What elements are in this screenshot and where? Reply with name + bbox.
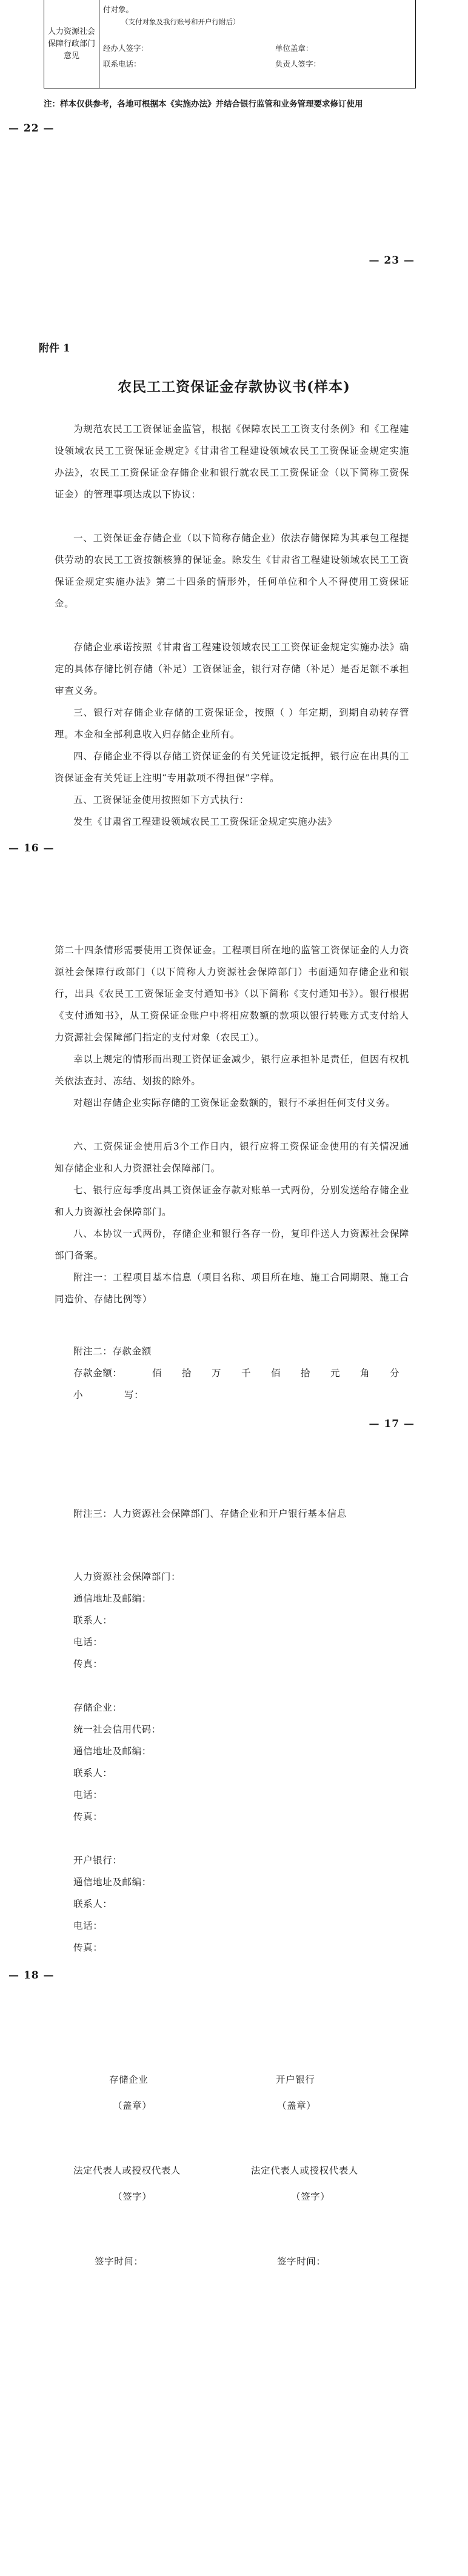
company-contact-label: 联系人： [73,1768,113,1779]
sig-bank-label: 开户银行 [276,2074,315,2085]
bank-address-label: 通信地址及邮编： [73,1877,152,1888]
company-address-label: 通信地址及邮编： [73,1746,152,1757]
unit-seal-label: 单位盖章： [275,44,313,53]
opinion-cell [99,0,415,88]
paragraph-5: 五、工资保证金使用按照如下方式执行： [73,794,249,805]
amount-unit: 千 [241,1368,251,1379]
lower-case-label-2: 写： [124,1390,144,1400]
dept-label: 人力资源社会保障行政部门意见 [47,27,95,61]
sig-bank-time: 签字时间： [277,2256,326,2267]
paragraph-7: 第二十四条情形需要使用工资保证金。工程项目所在地的监管工资保证金的人力资源社会保障行政部门（以下简称人力资源社会保障部门）书面通知存储企业和银行，出具《农民工工资保证金支付通知书》（以下简称《支付通知书》）。银行根据《支付通知书》，从工资保证金账户中将相应数额的款项以银行转账方式支付给人力资源社会保障部门指定的支付对象（农民工）。 [55,945,409,1043]
amount-unit: 佰 [271,1368,281,1379]
hr-address-label: 通信地址及邮编： [73,1593,152,1604]
paragraph-2: 存储企业承诺按照《甘肃省工程建设领域农民工工资保证金规定实施办法》确定的具体存储比例存储（补足）工资保证金，银行对存储（补足）是否足额不承担审查义务。 [55,642,409,696]
appendix-3-label: 附注三：人力资源社会保障部门、存储企业和开户银行基本信息 [73,1508,347,1519]
page-number-17: — 17 — [369,1418,415,1430]
paragraph-11: 七、银行应每季度出具工资保证金存款对账单一式两份，分别发送给存储企业和人力资源社会保障部门。 [55,1185,409,1217]
company-fax-label: 传真： [73,1811,103,1822]
amount-unit: 拾 [182,1368,192,1379]
hr-contact-label: 联系人： [73,1615,113,1626]
bank-fax-label: 传真： [73,1942,103,1953]
paragraph-1: 一、工资保证金存储企业（以下简称存储企业）依法存储保障为其承包工程提供劳动的农民工工资按额核算的保证金。除发生《甘肃省工程建设领域农民工工资保证金规定实施办法》第二十四条的情形外，任何单位和个人不得使用工资保证金。 [55,533,409,609]
amount-unit: 分 [390,1368,399,1379]
phone-label: 联系电话： [103,59,141,68]
agreement-title: 农民工工资保证金存款协议书(样本) [118,379,350,395]
hr-phone-label: 电话： [73,1637,103,1648]
annex-label: 附件 1 [39,342,70,354]
paragraph-4: 四、存储企业不得以存储工资保证金的有关凭证设定抵押，银行应在出具的工资保证金有关凭证上注明“专用款项不得担保”字样。 [55,751,409,784]
company-label: 存储企业： [73,1702,122,1713]
company-phone-label: 电话： [73,1789,103,1800]
page-number-18: — 18 — [8,1969,55,1982]
amount-units [142,1366,409,1380]
bank-contact-label: 联系人： [73,1899,113,1909]
sig-bank-rep: 法定代表人或授权代表人 [251,2165,359,2176]
amount-unit: 万 [212,1368,221,1379]
amount-label: 存款金额： [73,1368,122,1379]
page-number-23: — 23 — [369,255,415,267]
sig-company-rep: 法定代表人或授权代表人 [73,2165,181,2176]
page-number-16: — 16 — [8,842,55,854]
sig-company-label: 存储企业 [109,2074,149,2085]
paragraph-3: 三、银行对存储企业存储的工资保证金，按照（ ）年定期，到期自动转存管理。本金和全部利息收入归存储企业所有。 [55,707,409,740]
amount-unit: 角 [360,1368,370,1379]
sig-bank-seal: （盖章） [277,2100,316,2111]
paragraph-intro: 为规范农民工工资保证金监管，根据《保障农民工工资支付条例》和《工程建设领域农民工工资保证金规定》《甘肃省工程建设领域农民工工资保证金规定实施办法》，农民工工资保证金存储企业和银行就农民工工资保证金（以下简称工资保证金）的管理事项达成以下协议： [55,424,409,500]
paragraph-10: 六、工资保证金使用后3个工作日内，银行应将工资保证金使用的有关情况通知存储企业和人力资源社会保障部门。 [55,1141,409,1174]
paragraph-9: 对超出存储企业实际存储的工资保证金数额的，银行不承担任何支付义务。 [73,1097,396,1108]
sig-bank-sign: （签字） [291,2191,330,2202]
amount-unit: 佰 [152,1368,162,1379]
usage-note: 注：样本仅供参考，各地可根据本《实施办法》并结合银行监管和业务管理要求修订使用 [44,99,363,109]
credit-code-label: 统一社会信用代码： [73,1724,161,1735]
amount-unit: 拾 [301,1368,310,1379]
page-number-22: — 22 — [8,122,55,135]
opinion-line2: （支付对象及我行账号和开户行附后） [121,18,240,26]
leader-label: 负责人签字： [275,59,321,68]
bank-label: 开户银行： [73,1855,122,1866]
sig-company-sign: （签字） [113,2191,152,2202]
paragraph-13: 附注一：工程项目基本信息（项目名称、项目所在地、施工合同期限、施工合同造价、存储比例等） [55,1272,409,1305]
appendix-2-label: 附注二：存款金额 [73,1346,152,1357]
handler-label: 经办人签字： [103,44,149,53]
paragraph-12: 八、本协议一式两份，存储企业和银行各存一份，复印件送人力资源社会保障部门备案。 [55,1228,409,1261]
hr-dept-label: 人力资源社会保障部门： [73,1571,181,1582]
opinion-line1: 付对象。 [103,5,134,14]
paragraph-6: 发生《甘肃省工程建设领域农民工工资保证金规定实施办法》 [73,816,337,827]
hr-fax-label: 传真： [73,1659,103,1669]
approval-table [44,0,416,88]
amount-unit: 元 [330,1368,340,1379]
lower-case-label: 小 [73,1390,84,1400]
sig-company-time: 签字时间： [95,2256,144,2267]
bank-phone-label: 电话： [73,1920,103,1931]
paragraph-8: 幸以上规定的情形而出现工资保证金减少，银行应承担补足责任，但因有权机关依法查封、冻结、划拨的除外。 [55,1054,409,1087]
sig-company-seal: （盖章） [113,2100,152,2111]
dept-label-cell [44,0,99,88]
